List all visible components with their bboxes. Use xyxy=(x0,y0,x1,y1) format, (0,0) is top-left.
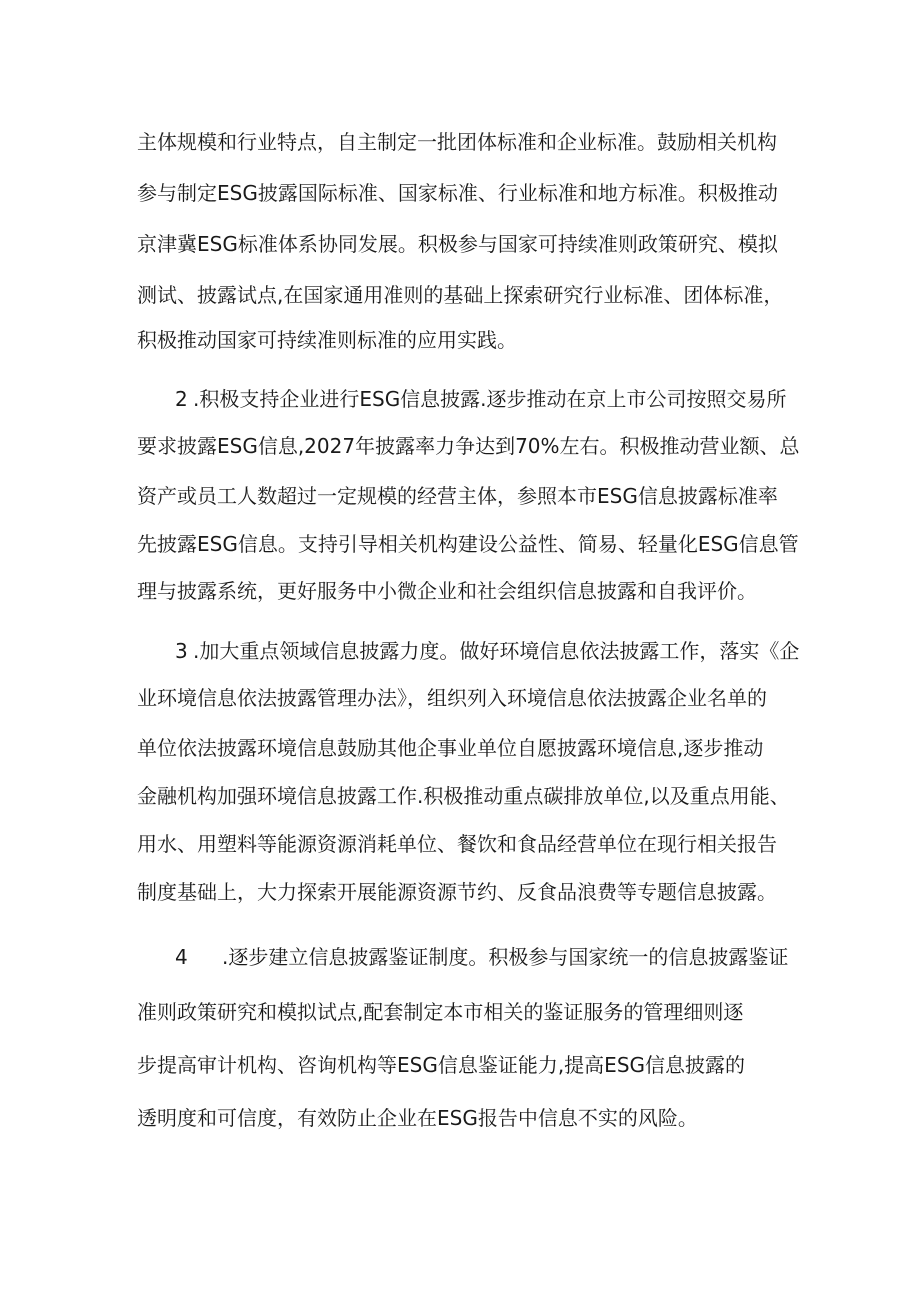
paragraph-1-line-5: 积极推动国家可持续准则标准的应用实践。 xyxy=(137,328,517,352)
paragraph-4-line-2: 准则政策研究和模拟试点,配套制定本市相关的鉴证服务的管理细则逐 xyxy=(137,1000,744,1024)
paragraph-4-line-4: 透明度和可信度，有效防止企业在ESG报告中信息不实的风险。 xyxy=(137,1106,698,1130)
paragraph-4-line-1: .逐步建立信息披露鉴证制度。积极参与国家统一的信息披露鉴证 xyxy=(222,945,789,969)
paragraph-4-line-3: 步提高审计机构、咨询机构等ESG信息鉴证能力,提高ESG信息披露的 xyxy=(137,1053,746,1077)
paragraph-1-line-4: 测试、披露试点,在国家通用准则的基础上探索研究行业标准、团体标准， xyxy=(137,283,784,307)
paragraph-3-line-3: 单位依法披露环境信息鼓励其他企事业单位自愿披露环境信息,逐步推动 xyxy=(137,736,764,760)
paragraph-3-line-5: 用水、用塑料等能源资源消耗单位、餐饮和食品经营单位在现行相关报告 xyxy=(137,832,777,856)
paragraph-2-number: 2 xyxy=(175,387,188,411)
paragraph-1-line-1: 主体规模和行业特点，自主制定一批团体标准和企业标准。鼓励相关机构 xyxy=(137,130,777,154)
paragraph-3-line-4: 金融机构加强环境信息披露工作.积极推动重点碳排放单位,以及重点用能、 xyxy=(137,784,790,808)
paragraph-2-line-4: 先披露ESG信息。支持引导相关机构建设公益性、简易、轻量化ESG信息管 xyxy=(137,532,799,556)
paragraph-2-line-3: 资产或员工人数超过一定规模的经营主体，参照本市ESG信息披露标准率 xyxy=(137,484,778,508)
paragraph-4-number: 4 xyxy=(175,945,188,969)
paragraph-3-line-1: .加大重点领域信息披露力度。做好环境信息依法披露工作，落实《企 xyxy=(193,639,800,663)
paragraph-2-line-1: .积极支持企业进行ESG信息披露.逐步推动在京上市公司按照交易所 xyxy=(193,387,787,411)
paragraph-1-line-3: 京津冀ESG标准体系协同发展。积极参与国家可持续准则政策研究、模拟 xyxy=(137,232,778,256)
paragraph-2-line-5: 理与披露系统，更好服务中小微企业和社会组织信息披露和自我评价。 xyxy=(137,579,757,603)
paragraph-1-line-2: 参与制定ESG披露国际标准、国家标准、行业标准和地方标准。积极推动 xyxy=(137,181,778,205)
paragraph-3-number: 3 xyxy=(175,639,188,663)
paragraph-2-line-2: 要求披露ESG信息,2027年披露率力争达到70%左右。积极推动营业额、总 xyxy=(137,434,800,458)
paragraph-3-line-2: 业环境信息依法披露管理办法》，组织列入环境信息依法披露企业名单的 xyxy=(137,686,767,710)
paragraph-3-line-6: 制度基础上，大力探索开展能源资源节约、反食品浪费等专题信息披露。 xyxy=(137,880,777,904)
